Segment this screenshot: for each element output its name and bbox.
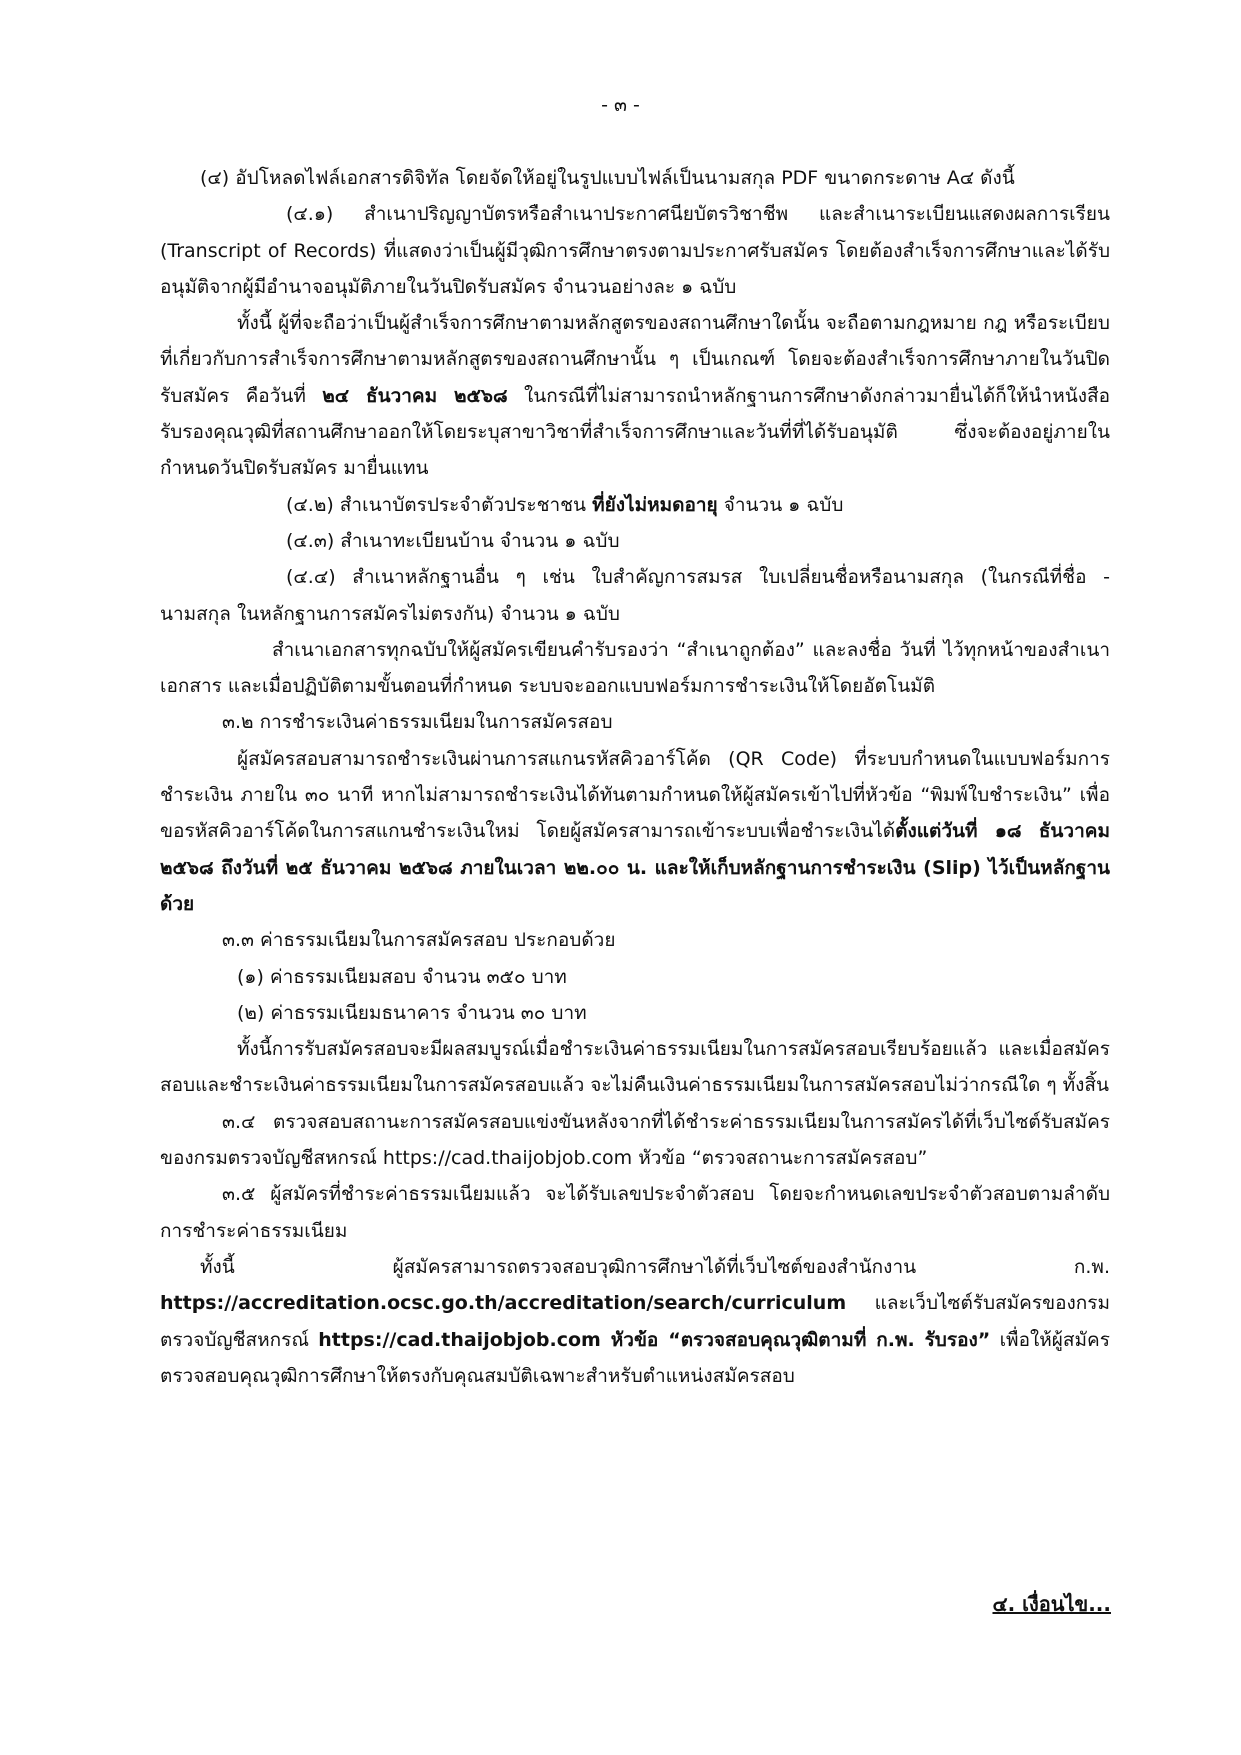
text-run-bold-payment-period: ตั้งแต่วันที่ ๑๘ ธันวาคม ๒๕๖๘ ถึงวันที่ ๒๕ ธันวาคม ๒๕๖๘ ภายในเวลา ๒๒.๐๐ น. และให้เก็บหลักฐานการชำระเงิน (Slip) ไว้เป็นหลักฐานด้วย [160,820,1110,915]
page-number: - ๓ - [601,94,640,116]
link-ocsc-accreditation[interactable]: https://accreditation.ocsc.go.th/accreditation/search/curriculum [160,1292,847,1315]
text-run: เพื่อให้ผู้สมัครตรวจสอบคุณวุฒิการศึกษาให้ตรงกับคุณสมบัติเฉพาะสำหรับตำแหน่งสมัครสอบ [160,1328,1110,1387]
link-cad-thaijobjob[interactable]: https://cad.thaijobjob.com หัวข้อ “ตรวจสอบคุณวุฒิตามที่ ก.พ. รับรอง” [318,1328,991,1351]
paragraph-4-3-house-registration: (๔.๓) สำเนาทะเบียนบ้าน จำนวน ๑ ฉบับ [286,529,620,552]
text-run-bold-date: ๒๔ ธันวาคม ๒๕๖๘ [322,384,508,407]
paragraph-payment-method [160,741,1110,922]
paragraph-graduation-note [160,305,1110,486]
text-run: ในกรณีที่ไม่สามารถนำหลักฐานการศึกษาดังกล่าวมายื่นได้ก็ให้นำหนังสือรับรองคุณวุฒิที่สถานศึกษาออกให้โดยระบุสาขาวิชาที่สำเร็จการศึกษาและวันที่ที่ได้รับอนุมัติ ซึ่งจะต้องอยู่ภายในกำหนดวันปิดรับสมัคร มายื่นแทน [160,384,1110,480]
paragraph-4-2-id-card [160,487,1110,523]
paragraph-certify-copies: สำเนาเอกสารทุกฉบับให้ผู้สมัครเขียนคำรับรองว่า “สำเนาถูกต้อง” และลงชื่อ วันที่ ไว้ทุกหน้าของสำเนาเอกสาร และเมื่อปฏิบัติตามขั้นตอนที่กำหนด ระบบจะออกแบบฟอร์มการชำระเงินให้โดยอัตโนมัติ [160,638,1110,698]
text-run: ทั้งนี้ ผู้ที่จะถือว่าเป็นผู้สำเร็จการศึกษาตามหลักสูตรของสถานศึกษาใดนั้น จะถือตามกฎหมาย กฎ หรือระเบียบที่เกี่ยวกับการสำเร็จการศึกษาตามหลักสูตรของสถานศึกษานั้น ๆ เป็นเกณฑ์ โดยจะต้องสำเร็จการศึกษาภายในวันปิดรับสมัคร คือวันที่ [160,312,1110,407]
text-run-bold: ที่ยังไม่หมดอายุ [592,493,718,516]
section-3-5-exam-number: ๓.๕ ผู้สมัครที่ชำระค่าธรรมเนียมแล้ว จะได้รับเลขประจำตัวสอบ โดยจะกำหนดเลขประจำตัวสอบตามลำดับการชำระค่าธรรมเนียม [160,1183,1110,1242]
fee-item-exam: (๑) ค่าธรรมเนียมสอบ จำนวน ๓๕๐ บาท [237,965,567,988]
paragraph-upload-files: (๔) อัปโหลดไฟล์เอกสารดิจิทัล โดยจัดให้อยู่ในรูปแบบไฟล์เป็นนามสกุล PDF ขนาดกระดาษ A๔ ดังนี้ [200,167,1015,189]
section-3-2-heading: ๓.๒ การชำระเงินค่าธรรมเนียมในการสมัครสอบ [222,711,613,734]
paragraph-4-4-other-documents: (๔.๔) สำเนาหลักฐานอื่น ๆ เช่น ใบสำคัญการสมรส ใบเปลี่ยนชื่อหรือนามสกุล (ในกรณีที่ชื่อ - นามสกุล ในหลักฐานการสมัครไม่ตรงกัน) จำนวน ๑ ฉบับ [160,566,1110,625]
document-body [160,160,1110,1394]
section-3-3-heading: ๓.๓ ค่าธรรมเนียมในการสมัครสอบ ประกอบด้วย [222,929,616,952]
next-page-continuation: ๔. เงื่อนไข... [992,1592,1111,1616]
paragraph-verify-qualification [160,1249,1110,1394]
paragraph-4-1-degree-copy: (๔.๑) สำเนาปริญญาบัตรหรือสำเนาประกาศนียบัตรวิชาชีพ และสำเนาระเบียนแสดงผลการเรียน (Transcript of Records) ที่แสดงว่าเป็นผู้มีวุฒิการศึกษาตรงตามประกาศรับสมัคร โดยต้องสำเร็จการศึกษาและได้รับอนุมัติจากผู้มีอำนาจอนุมัติภายในวันปิดรับสมัคร จำนวนอย่างละ ๑ ฉบับ [160,203,1110,298]
paragraph-no-refund: ทั้งนี้การรับสมัครสอบจะมีผลสมบูรณ์เมื่อชำระเงินค่าธรรมเนียมในการสมัครสอบเรียบร้อยแล้ว และเมื่อสมัครสอบและชำระเงินค่าธรรมเนียมในการสมัครสอบแล้ว จะไม่คืนเงินค่าธรรมเนียมในการสมัครสอบไม่ว่ากรณีใด ๆ ทั้งสิ้น [160,1038,1110,1097]
text-run: ผู้สมัครสอบสามารถชำระเงินผ่านการสแกนรหัสคิวอาร์โค้ด (QR Code) ที่ระบบกำหนดในแบบฟอร์มการชำระเงิน ภายใน ๓๐ นาที หากไม่สามารถชำระเงินได้ทันตามกำหนดให้ผู้สมัครเข้าไปที่หัวข้อ “พิมพ์ใบชำระเงิน” เพื่อขอรหัสคิวอาร์โค้ดในการสแกนชำระเงินใหม่ โดยผู้สมัครสามารถเข้าระบบเพื่อชำระเงินได้ [160,747,1110,843]
section-3-4-check-status: ๓.๔ ตรวจสอบสถานะการสมัครสอบแข่งขันหลังจากที่ได้ชำระค่าธรรมเนียมในการสมัครได้ที่เว็บไซต์รับสมัครของกรมตรวจบัญชีสหกรณ์ https://cad.thaijobjob.com หัวข้อ “ตรวจสถานะการสมัครสอบ” [160,1110,1110,1170]
fee-item-bank: (๒) ค่าธรรมเนียมธนาคาร จำนวน ๓๐ บาท [237,1001,587,1024]
text-run: ทั้งนี้ ผู้สมัครสามารถตรวจสอบวุฒิการศึกษาได้ที่เว็บไซต์ของสำนักงาน ก.พ. [200,1255,1110,1278]
text-run: และเว็บไซต์รับสมัครของกรมตรวจบัญชีสหกรณ์ [160,1292,1110,1351]
text-run: (๔.๒) สำเนาบัตรประจำตัวประชาชน [286,493,593,516]
text-run: จำนวน ๑ ฉบับ [717,493,844,516]
